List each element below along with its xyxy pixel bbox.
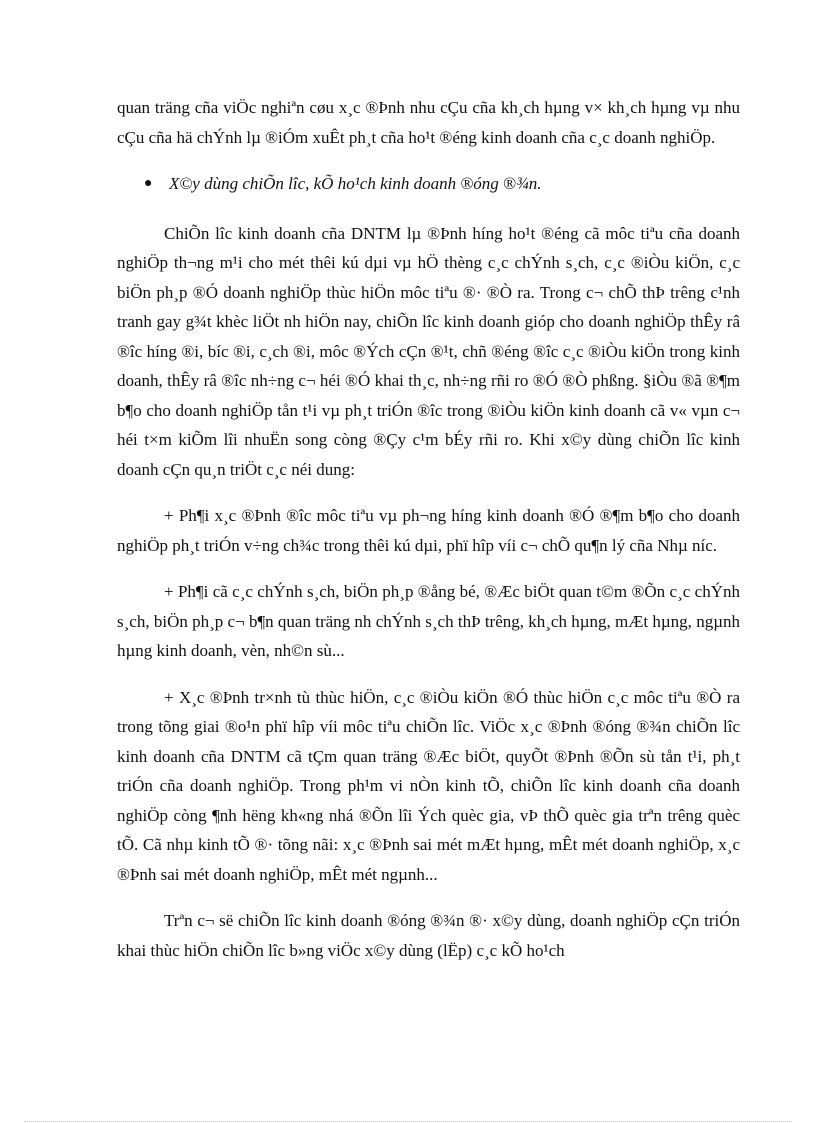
page-bottom-divider bbox=[24, 1121, 792, 1122]
paragraph-3: + Ph¶i x¸c ®Þnh ®îc môc tiªu vµ ph¬ng híng kinh doanh ®Ó ®¶m b¶o cho doanh nghiÖp ph¸t triÓn v÷ng ch¾c trong thêi kú dµi, phï hîp víi c¬ chÕ qu¶n lý cña Nhµ níc. bbox=[117, 506, 740, 555]
paragraph-2: ChiÕn lîc kinh doanh cña DNTM lµ ®Þnh híng ho¹t ®éng cã môc tiªu cña doanh nghiÖp th¬ng m¹i cho mét thêi kú dµi vµ hÖ thèng c¸c chÝnh s¸ch, c¸c ®iÒu kiÖn, c¸c biÖn ph¸p ®Ó doanh nghiÖp thùc hiÖn môc tiªu ®· ®Ò ra. Trong c¬ chÕ thÞ trêng c¹nh tranh gay g¾t khèc liÖt nh hiÖn nay, chiÕn lîc kinh doanh gióp cho doanh nghiÖp thÊy râ ®îc híng ®i, bíc ®i, c¸ch ®i, môc ®Ých cÇn ®¹t, chñ ®éng ®îc c¸c ®iÒu kiÖn trong kinh doanh, thÊy râ ®îc nh÷ng c¬ héi ®Ó khai th¸c, nh÷ng rñi ro ®Ó ®Ò phßng. §iÒu ®ã ®¶m b¶o cho doanh nghiÖp tån t¹i vµ ph¸t triÓn ®îc trong ®iÒu kiÖn kinh doanh cã v« vµn c¬ héi t×m kiÕm lîi nhuËn song còng ®Çy c¹m bÉy rñi ro. Khi x©y dùng chiÕn lîc kinh doanh cÇn qu¸n triÖt c¸c néi dung: bbox=[117, 223, 740, 479]
bullet-item bbox=[117, 169, 740, 199]
paragraph-5: + X¸c ®Þnh tr×nh tù thùc hiÖn, c¸c ®iÒu kiÖn ®Ó thùc hiÖn c¸c môc tiªu ®Ò ra trong tõng giai ®o¹n phï hîp víi môc tiªu chiÕn lîc. ViÖc x¸c ®Þnh ®óng ®¾n chiÕn lîc kinh doanh cña DNTM cã tÇm quan träng ®Æc biÖt, quyÕt ®Þnh ®Õn sù tån t¹i, ph¸t triÓn cña doanh nghiÖp. Trong ph¹m vi nÒn kinh tÕ, chiÕn lîc kinh doanh cña doanh nghiÖp còng ¶nh hëng kh«ng nhá ®Õn lîi Ých quèc gia, vÞ thÕ quèc gia trªn trêng quèc tÕ. Cã nhµ kinh tÕ ®· tõng nãi: x¸c ®Þnh sai mét mÆt hµng, mÊt mét doanh nghiÖp, x¸c ®Þnh sai mét doanh nghiÖp, mÊt mét ngµnh... bbox=[117, 687, 740, 884]
document-body bbox=[117, 93, 740, 982]
bullet-icon: ● bbox=[144, 176, 153, 191]
paragraph-4: + Ph¶i cã c¸c chÝnh s¸ch, biÖn ph¸p ®ång bé, ®Æc biÖt quan t©m ®Õn c¸c chÝnh s¸ch, biÖn ph¸p c¬ b¶n quan träng nh chÝnh s¸ch thÞ trêng, kh¸ch hµng, mÆt hµng, ngµnh hµng kinh doanh, vèn, nh©n sù... bbox=[117, 582, 740, 660]
paragraph-1: quan träng cña viÖc nghiªn cøu x¸c ®Þnh nhu cÇu cña kh¸ch hµng v× kh¸ch hµng vµ nhu cÇu cña hä chÝnh lµ ®iÓm xuÊt ph¸t cña ho¹t ®éng kinh doanh cña c¸c doanh nghiÖp. bbox=[117, 98, 740, 147]
paragraph-6: Trªn c¬ së chiÕn lîc kinh doanh ®óng ®¾n ®· x©y dùng, doanh nghiÖp cÇn triÓn khai thùc hiÖn chiÕn lîc b»ng viÖc x©y dùng (lËp) c¸c kÕ ho¹ch bbox=[117, 911, 740, 960]
bullet-heading: X©y dùng chiÕn lîc, kÕ ho¹ch kinh doanh ®óng ®¾n. bbox=[169, 174, 542, 193]
